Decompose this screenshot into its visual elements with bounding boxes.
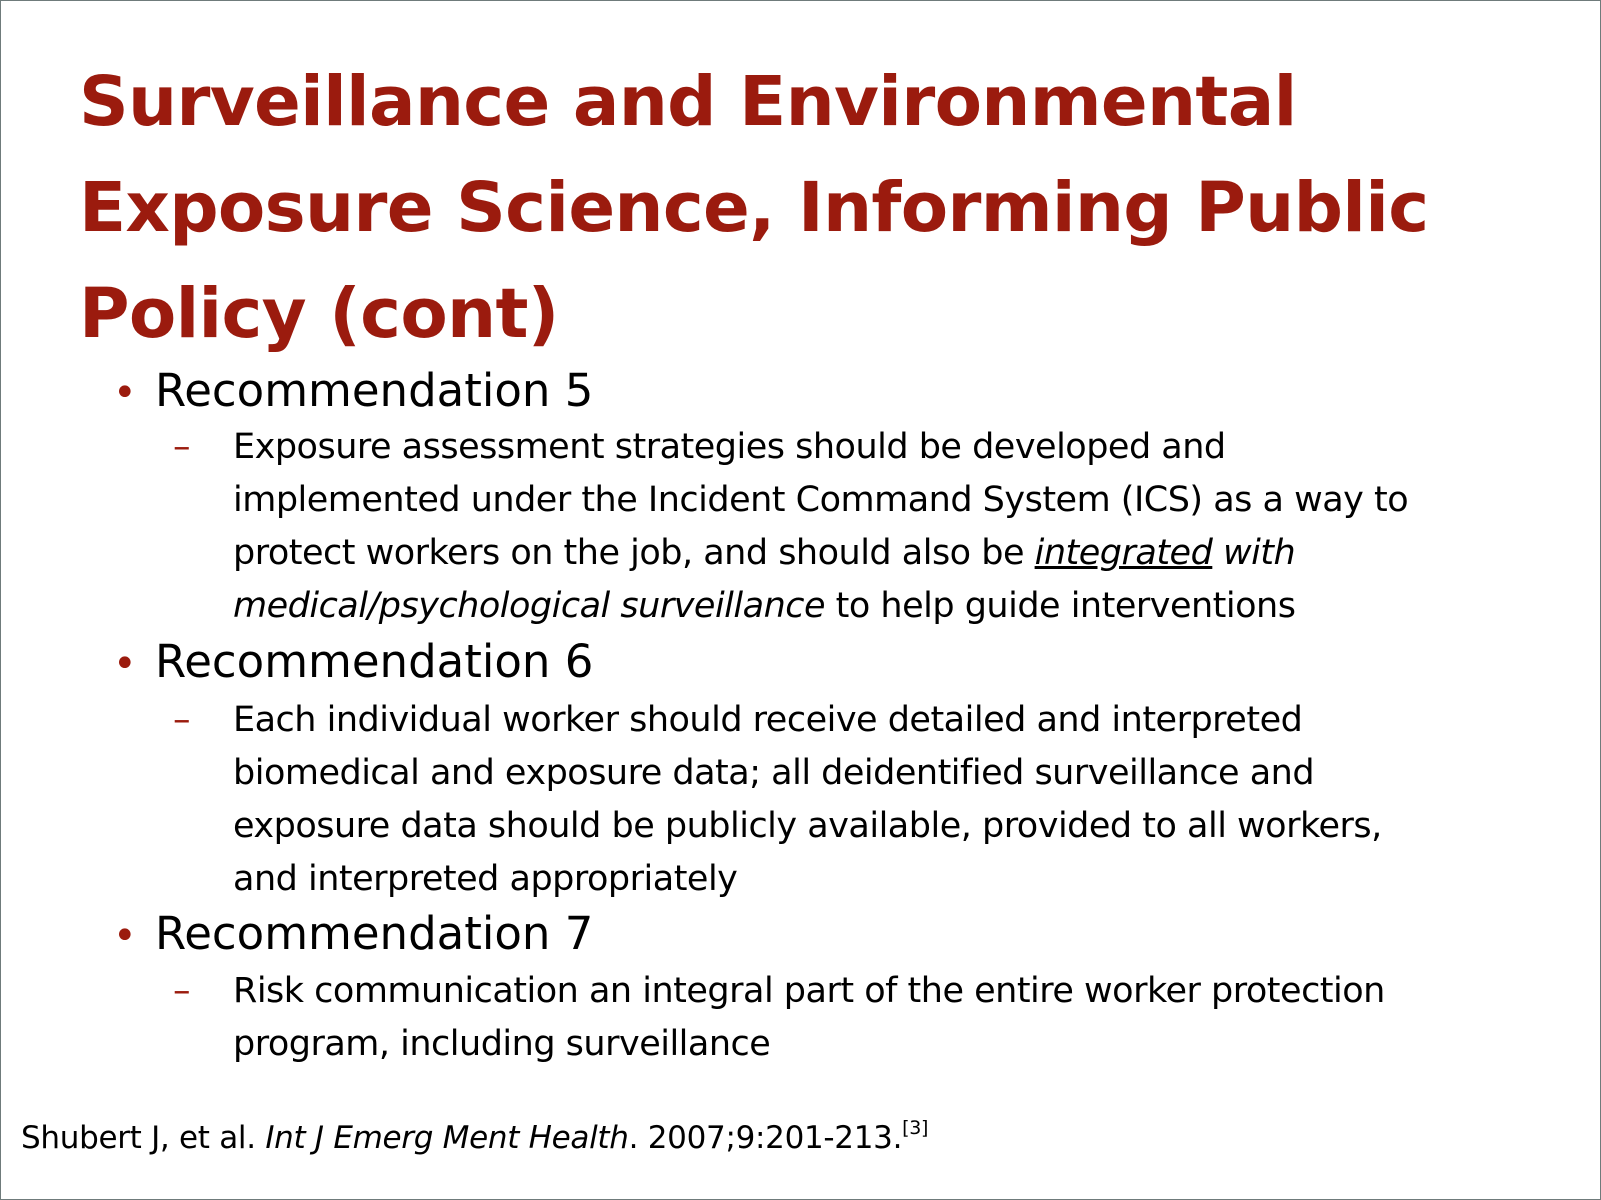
title-line-1: Surveillance and Environmental <box>79 62 1297 142</box>
rec6-line-2: biomedical and exposure data; all deidentified surveillance and <box>233 753 1315 793</box>
slide-title <box>79 49 1529 367</box>
recommendation-5-item <box>113 363 593 421</box>
rec5-line-1: Exposure assessment strategies should be developed and <box>233 427 1226 467</box>
rec7-line-1: Risk communication an integral part of the entire worker protection <box>233 971 1385 1011</box>
citation-ref: [3] <box>902 1117 929 1139</box>
recommendation-7-item <box>113 906 593 964</box>
rec5-line-4 <box>233 580 1493 633</box>
title-line-2: Exposure Science, Informing Public <box>79 168 1429 248</box>
citation-details: . 2007;9:201-213. <box>628 1120 903 1156</box>
recommendation-6-heading: Recommendation 6 <box>155 635 594 688</box>
recommendation-7-heading: Recommendation 7 <box>155 907 594 960</box>
recommendation-6-text <box>233 694 1493 906</box>
citation-journal: Int J Emerg Ment Health <box>265 1120 629 1156</box>
recommendation-7-text <box>233 965 1493 1071</box>
citation <box>21 1116 928 1160</box>
dash-icon: – <box>173 427 190 467</box>
rec7-line-2: program, including surveillance <box>233 1024 771 1064</box>
rec6-line-4: and interpreted appropriately <box>233 859 738 899</box>
rec6-line-1: Each individual worker should receive detailed and interpreted <box>233 700 1303 740</box>
bullet-icon: • <box>113 913 137 959</box>
bullet-icon: • <box>113 641 137 687</box>
emphasis-integrated: integrated <box>1034 533 1213 573</box>
citation-authors: Shubert J, et al. <box>21 1120 266 1156</box>
rec5-line-3-a: protect workers on the job, and should also be <box>233 533 1035 573</box>
recommendation-5-heading: Recommendation 5 <box>155 364 594 417</box>
rec5-line-4-b: to help guide interventions <box>825 586 1296 626</box>
title-line-3: Policy (cont) <box>79 274 559 354</box>
rec6-line-3: exposure data should be publicly available, provided to all workers, <box>233 806 1382 846</box>
bullet-icon: • <box>113 370 137 416</box>
dash-icon: – <box>173 971 190 1011</box>
recommendation-6-item <box>113 634 593 692</box>
rec5-line-3 <box>233 527 1493 580</box>
recommendation-5-text <box>233 421 1493 633</box>
rec5-line-2: implemented under the Incident Command System (ICS) as a way to <box>233 480 1409 520</box>
emphasis-surveillance: medical/psychological surveillance <box>233 586 826 626</box>
dash-icon: – <box>173 700 190 740</box>
emphasis-with: with <box>1212 533 1296 573</box>
